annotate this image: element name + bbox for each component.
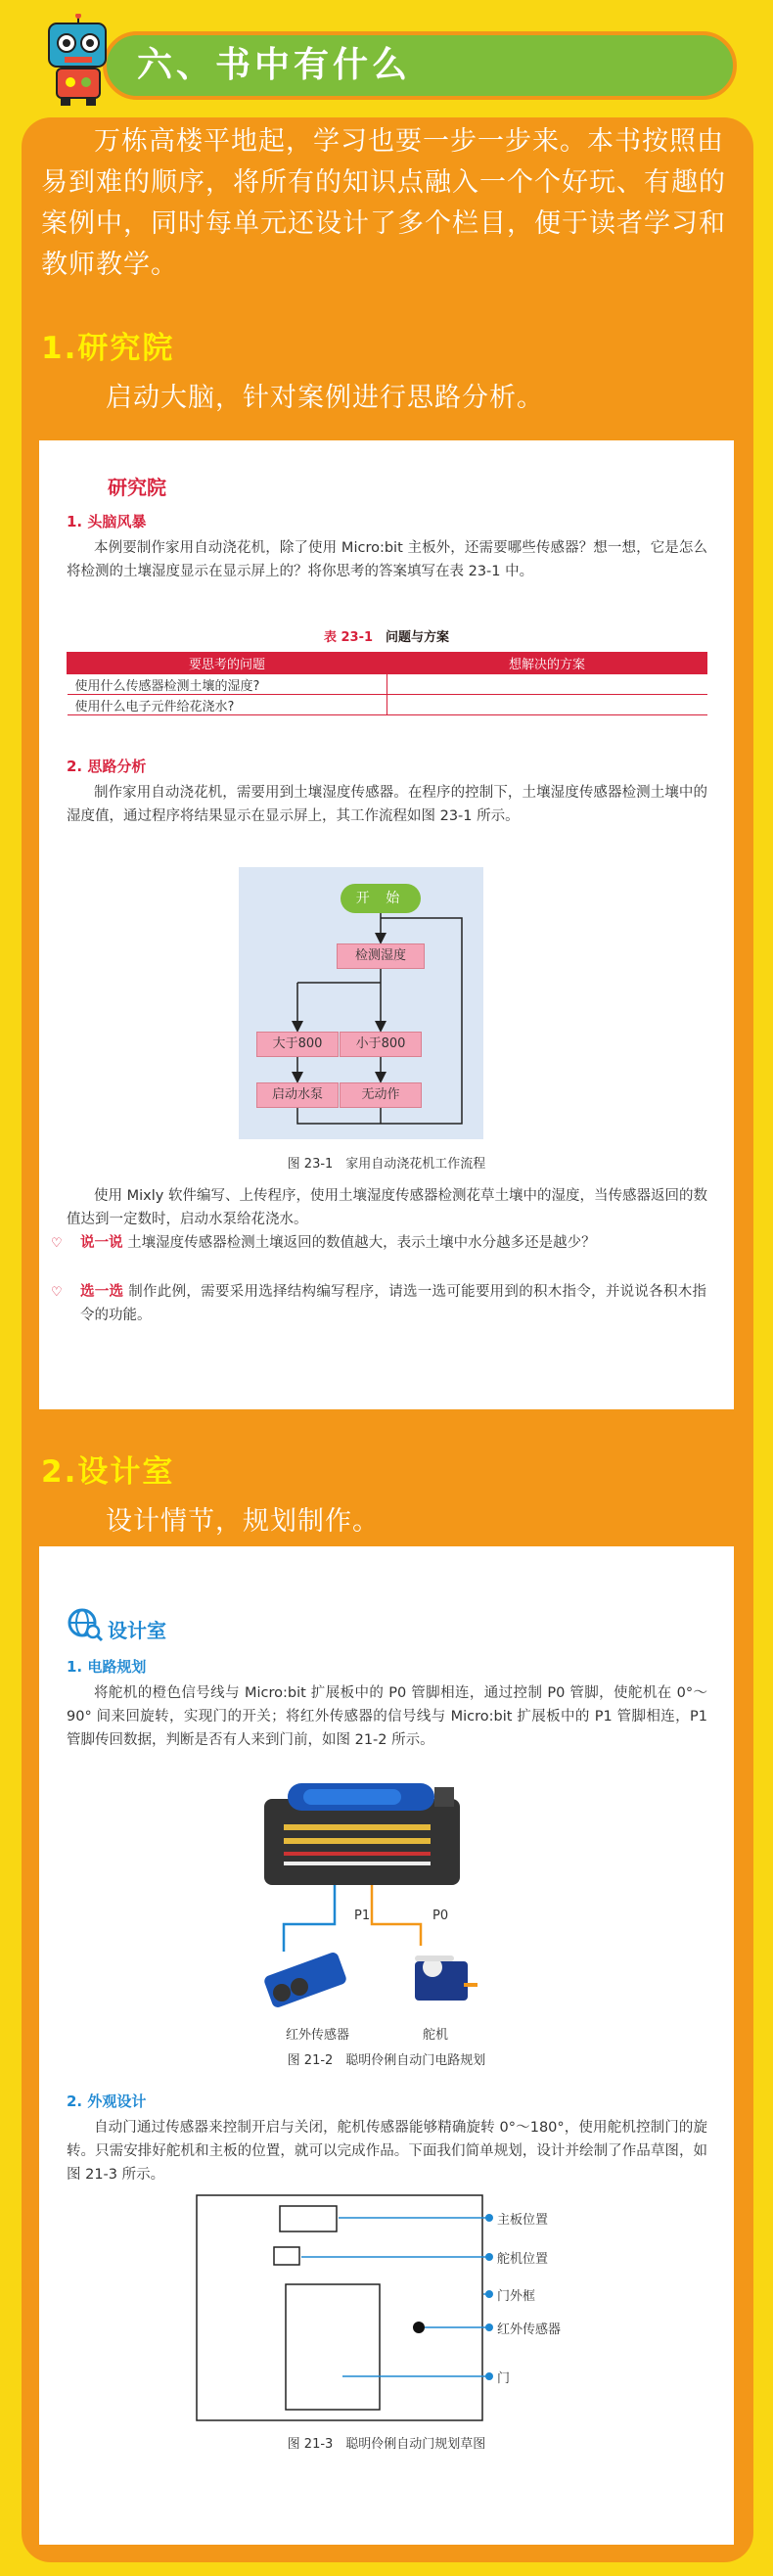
circuit-text: 将舵机的橙色信号线与 Micro:bit 扩展板中的 P0 管脚相连，通过控制 P0 管脚，使舵机在 0°～90° 间来回旋转，实现门的开关；将红外传感器的信号线与 Micro:bit 扩展板中的 P1 管脚相连，P1 管脚传回数据，判断是否有人来到门前，如图 21-2 所示。 (67, 1685, 707, 1748)
say-text: 土壤湿度传感器检测土壤返回的数值越大，表示土壤中水分越多还是越少？ (127, 1235, 596, 1251)
flow-gt-node: 大于800 (256, 1032, 339, 1057)
pick-text: 制作此例，需要采用选择结构编写程序，请选一选可能要用到的积木指令，并说说各积木指令的功能。 (80, 1284, 707, 1323)
pick-label: 选一选 (80, 1284, 124, 1300)
analysis-text: 制作家用自动浇花机，需要用到土壤湿度传感器。在程序的控制下，土壤湿度传感器检测土壤中的湿度值，通过程序将结果显示在显示屏上，其工作流程如图 23-1 所示。 (67, 785, 707, 824)
servo-label: 舵机 (423, 2028, 449, 2043)
table-cell (387, 674, 707, 695)
flow-detect-node: 检测湿度 (337, 943, 425, 969)
page-title: 六、书中有什么 (137, 45, 412, 85)
legend-mainboard: 主板位置 (497, 2213, 549, 2228)
table-caption-number: 表 23-1 (323, 630, 374, 645)
ir-sensor-label: 红外传感器 (286, 2028, 350, 2043)
table-cell: 使用什么电子元件给花浇水? (68, 695, 387, 715)
pick-item (80, 1280, 706, 1327)
figure-caption: 图 21-3 聪明伶俐自动门规划草图 (287, 2437, 486, 2452)
appearance-heading: 2. 外观设计 (67, 2093, 147, 2110)
heart-icon: ♡ (51, 1285, 63, 1300)
table-cell (387, 695, 707, 715)
research-card (39, 440, 734, 1409)
appearance-text: 自动门通过传感器来控制开启与关闭，舵机传感器能够精确旋转 0°～180°，使用舵机控制门的旋转。只需安排好舵机和主板的位置，就可以完成作品。下面我们简单规划，设计并绘制了作品草图，如图 21-3 所示。 (67, 2120, 707, 2183)
pin-p0-label: P0 (432, 1909, 449, 1923)
table-cell: 使用什么传感器检测土壤的湿度? (68, 674, 387, 695)
intro-paragraph: 万栋高楼平地起，学习也要一步一步来。本书按照由易到难的顺序，将所有的知识点融入一个个好玩、有趣的案例中，同时每单元还设计了多个栏目，便于读者学习和教师教学。 (41, 126, 726, 280)
card-title: 研究院 (108, 476, 166, 499)
section-2-subtitle: 设计情节，规划制作。 (106, 1506, 380, 1537)
flow-start-node: 开 始 (341, 884, 421, 913)
figure-caption: 图 21-2 聪明伶俐自动门电路规划 (287, 2053, 486, 2068)
mixly-text: 使用 Mixly 软件编写、上传程序，使用土壤湿度传感器检测花草土壤中的湿度，当传感器返回的数值达到一定数时，启动水泵给花浇水。 (67, 1188, 707, 1227)
say-item (80, 1231, 706, 1255)
brainstorm-text: 本例要制作家用自动浇花机，除了使用 Micro:bit 主板外，还需要哪些传感器？想一想，它是怎么将检测的土壤湿度显示在显示屏上的？将你思考的答案填写在表 23-1 中。 (67, 540, 707, 579)
say-label: 说一说 (80, 1235, 123, 1251)
section-1-subtitle: 启动大脑，针对案例进行思路分析。 (106, 383, 544, 413)
section-1-heading: 1.研究院 (41, 331, 175, 366)
robot-mascot-icon (35, 14, 121, 108)
table-caption (39, 626, 734, 645)
card-title: 设计室 (108, 1619, 166, 1642)
legend-servo: 舵机位置 (497, 2252, 549, 2267)
flowchart (239, 867, 483, 1139)
figure-caption: 图 23-1 家用自动浇花机工作流程 (287, 1157, 486, 1172)
section-2-heading: 2.设计室 (41, 1454, 175, 1490)
table-header-row (68, 653, 707, 674)
legend-door-frame: 门外框 (497, 2289, 536, 2304)
flow-pump-node: 启动水泵 (256, 1082, 339, 1108)
door-sketch (196, 2194, 548, 2421)
table-row (68, 695, 707, 715)
heart-icon: ♡ (51, 1236, 63, 1251)
table-caption-text: 问题与方案 (386, 630, 450, 645)
globe-search-icon (67, 1607, 104, 1642)
circuit-heading: 1. 电路规划 (67, 1658, 147, 1676)
design-card (39, 1546, 734, 2545)
flow-noop-node: 无动作 (340, 1082, 422, 1108)
table-header-cell: 要思考的问题 (68, 653, 387, 674)
table-header-cell: 想解决的方案 (387, 653, 707, 674)
circuit-illustration (254, 1777, 509, 1963)
brainstorm-heading: 1. 头脑风暴 (67, 513, 147, 530)
analysis-heading: 2. 思路分析 (67, 758, 147, 775)
table-row (68, 674, 707, 695)
flow-lt-node: 小于800 (340, 1032, 422, 1057)
legend-ir-sensor: 红外传感器 (497, 2323, 562, 2337)
pin-p1-label: P1 (354, 1909, 371, 1923)
legend-door: 门 (497, 2371, 511, 2386)
question-table (67, 652, 707, 715)
servo-icon (407, 1946, 479, 2008)
ir-sensor-icon (260, 1948, 358, 2016)
